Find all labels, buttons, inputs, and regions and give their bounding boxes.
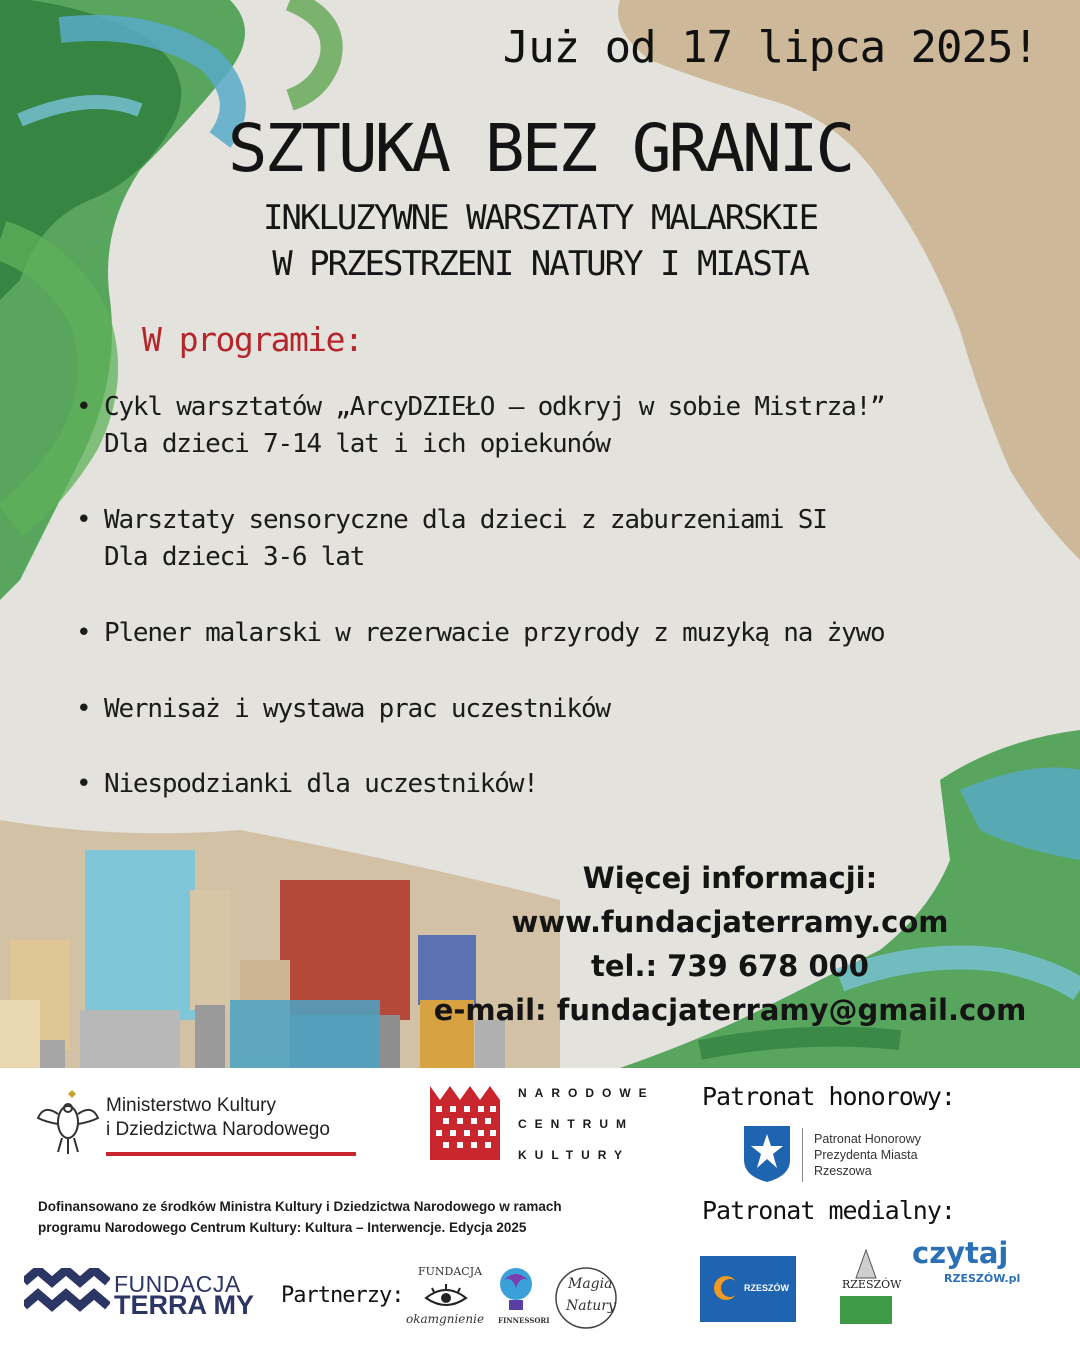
funding-statement — [38, 1196, 658, 1238]
media-patronage-heading: Patronat medialny: — [702, 1196, 955, 1225]
ministry-line2: i Dziedzictwa Narodowego — [106, 1119, 330, 1140]
rzeszow-shield-icon — [742, 1124, 792, 1184]
nck-line1: NARODOWE — [518, 1086, 655, 1100]
honorary-patronage-text — [814, 1131, 921, 1179]
nck-crown-icon — [430, 1086, 500, 1160]
nck-line2: CENTRUM — [518, 1117, 634, 1131]
terra-my-line1: FUNDACJA — [114, 1271, 241, 1297]
finnessori-text: FINNESSORI — [498, 1316, 550, 1325]
contact-website[interactable]: www.fundacjaterramy.com — [511, 905, 949, 939]
event-subtitle-line2: W PRZESTRZENI NATURY I MIASTA — [272, 244, 808, 284]
terra-my-line2: TERRA MY — [114, 1290, 254, 1320]
contact-block — [430, 856, 1030, 1032]
czytaj-logo-sub: RZESZÓW.pl — [944, 1272, 1021, 1285]
honorary-line1: Patronat Honorowy — [814, 1132, 922, 1146]
contact-heading: Więcej informacji: — [582, 861, 878, 895]
program-item-line2: Dla dzieci 7-14 lat i ich opiekunów — [104, 429, 610, 459]
czytaj-logo: czytaj — [912, 1236, 1009, 1270]
event-title: SZTUKA BEZ GRANIC — [227, 110, 853, 187]
rzeszow-media-text: RZESZÓW — [842, 1278, 902, 1291]
program-heading: W programie: — [142, 320, 363, 359]
honorary-divider — [802, 1128, 803, 1182]
funding-line2: programu Narodowego Centrum Kultury: Kultura – Interwencje. Edycja 2025 — [38, 1220, 527, 1235]
bullet-icon: • — [76, 694, 91, 724]
honorary-line3: Rzeszowa — [814, 1164, 872, 1178]
nck-line3: KULTURY — [518, 1148, 630, 1162]
ministry-logo-text — [106, 1094, 330, 1142]
finnessori-bulb-icon — [496, 1266, 536, 1318]
program-item-line1: Wernisaż i wystawa prac uczestników — [104, 694, 610, 724]
okamgnienie-top: FUNDACJA — [418, 1265, 483, 1278]
contact-phone[interactable]: tel.: 739 678 000 — [591, 949, 869, 983]
partners-label: Partnerzy: — [281, 1283, 404, 1308]
program-item-line1: Warsztaty sensoryczne dla dzieci z zaburzeniami SI — [104, 505, 827, 535]
magia-natury-line2: Natury — [566, 1298, 616, 1314]
program-item-line1: Niespodzianki dla uczestników! — [104, 769, 538, 799]
okamgnienie-bottom: okamgnienie — [406, 1312, 485, 1326]
polish-eagle-icon — [36, 1088, 100, 1158]
bullet-icon: • — [76, 505, 91, 535]
honorary-line2: Prezydenta Miasta — [814, 1148, 918, 1162]
ministry-line1: Ministerstwo Kultury — [106, 1095, 276, 1116]
contact-email[interactable]: e-mail: fundacjaterramy@gmail.com — [433, 993, 1027, 1027]
terra-my-waves-icon — [24, 1268, 110, 1320]
bullet-icon: • — [76, 392, 91, 422]
program-item-line1: Plener malarski w rezerwacie przyrody z muzyką na żywo — [104, 618, 885, 648]
radio-rzeszow-logo — [700, 1256, 796, 1322]
magia-natury-line1: Magia — [568, 1276, 613, 1292]
bullet-icon: • — [76, 618, 91, 648]
eye-icon — [424, 1282, 468, 1312]
radio-circle-icon — [712, 1274, 740, 1302]
program-item-line2: Dla dzieci 3-6 lat — [104, 542, 365, 572]
event-date: Już od 17 lipca 2025! — [502, 22, 1038, 73]
radio-rzeszow-text: RZESZÓW — [744, 1283, 789, 1293]
honorary-patronage-heading: Patronat honorowy: — [702, 1082, 955, 1111]
ministry-red-line — [106, 1152, 356, 1156]
program-item-line1: Cykl warsztatów „ArcyDZIEŁO – odkryj w sobie Mistrza!” — [104, 392, 885, 422]
event-subtitle-line1: INKLUZYWNE WARSZTATY MALARSKIE — [262, 198, 818, 238]
bullet-icon: • — [76, 769, 91, 799]
funding-line1: Dofinansowano ze środków Ministra Kultury i Dziedzictwa Narodowego w ramach — [38, 1199, 562, 1214]
